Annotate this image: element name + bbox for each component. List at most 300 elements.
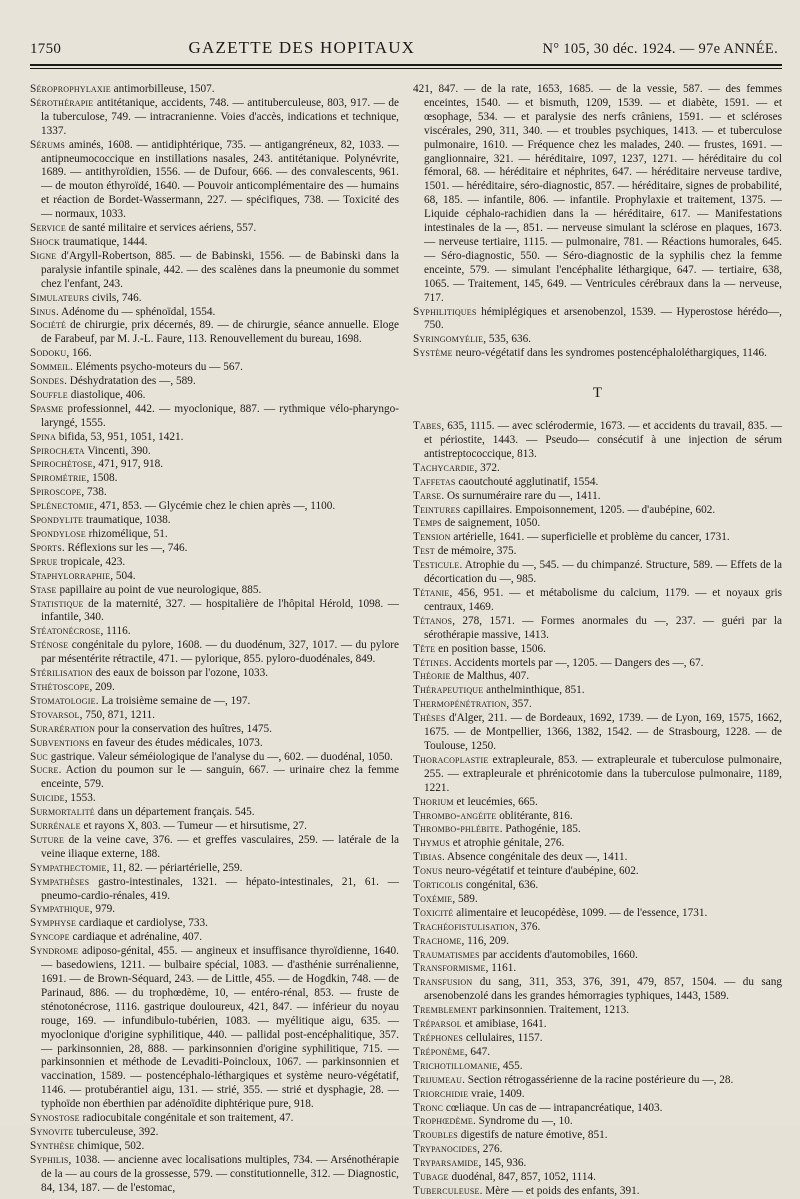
index-entry (30, 1154, 399, 1196)
entry-headword: Statistique (30, 597, 84, 610)
entry-headword: Spondylose (30, 528, 86, 540)
entry-references: , 738. (81, 486, 107, 499)
entry-headword: Spirochétose (30, 458, 93, 471)
entry-references: traumatique, 1038. (83, 514, 171, 527)
entry-references: traumatique, 1444. (59, 235, 148, 248)
entry-headword: Séroprophylaxie (30, 83, 111, 95)
index-entry (30, 292, 399, 306)
entry-headword: Suture (30, 833, 65, 846)
entry-references: tuberculeuse, 392. (73, 1125, 159, 1138)
entry-headword: Syncope (30, 931, 70, 944)
index-entry (413, 796, 782, 810)
entry-headword: Souffle (30, 388, 68, 401)
entry-references: congénital, 636. (463, 879, 539, 892)
entry-references: et rayons X, 803. — Tumeur — et hirsutisme, 27. (80, 820, 307, 833)
entry-headword: Thoracoplastie (413, 753, 489, 766)
index-entry (413, 698, 782, 712)
index-entry (30, 584, 399, 598)
index-entry (30, 306, 399, 320)
entry-headword: Tétines (413, 656, 449, 669)
index-entry (30, 862, 399, 876)
entry-references: , 455. (497, 1059, 523, 1072)
entry-headword: Troubles (413, 1129, 458, 1142)
entry-headword: Sports (30, 541, 62, 554)
entry-headword: Tachycardie (413, 461, 475, 474)
index-entry (413, 907, 782, 921)
entry-references: dans un département français. 545. (94, 806, 255, 819)
entry-headword: Splénectomie (30, 500, 95, 513)
entry-references: artérielle, 1641. — superficielle et problème du cancer, 1731. (450, 531, 730, 544)
entry-references: de la maternité, 327. — hospitalière de l'hôpital Hérold, 1098. — infantile, 340. (41, 597, 399, 624)
entry-references: gastrique. Valeur séméiologique de l'analyse du —, 602. — duodénal, 1050. (47, 750, 393, 763)
entry-references: , 357. (506, 698, 532, 711)
entry-references: oblitérante, 816. (496, 809, 573, 822)
entry-headword: Système (413, 347, 453, 360)
entry-references: , 647. (464, 1045, 491, 1058)
entry-references: papillaire au point de vue neurologique, 885. (56, 583, 262, 596)
index-entry (413, 462, 782, 476)
entry-headword: Spiroscope (30, 486, 82, 499)
index-entry (30, 570, 399, 584)
entry-references: . Accidents mortels par —, 1205. — Dangers des —, 67. (448, 656, 704, 669)
entry-headword: Surmortalité (30, 806, 95, 819)
entry-references: cardiaque et adrénaline, 407. (69, 931, 203, 944)
entry-headword: Spirométrie (30, 472, 87, 485)
entry-references: , 1553. (64, 792, 96, 805)
section-letter: T (592, 385, 603, 402)
entry-headword: Symphyse (30, 917, 77, 930)
index-entry (413, 921, 782, 935)
entry-references: , 589. (452, 892, 478, 905)
entry-references: de saignement, 1050. (441, 517, 541, 530)
entry-headword: Sprue (30, 555, 58, 568)
index-entry (413, 1074, 782, 1088)
index-entry (30, 361, 399, 375)
entry-headword: Tronc (413, 1101, 444, 1114)
entry-references: . Eléments psycho-moteurs du — 567. (70, 361, 243, 374)
index-entry (413, 1060, 782, 1074)
entry-references: , 635, 1115. — avec sclérodermie, 1673. — et accidents du travail, 835. — et périostite, 1443. — Pseudo— consécutif à une injection de sérum antistreptococcique, 813. (424, 420, 782, 460)
entry-references: , 1116. (100, 625, 131, 638)
index-entry (413, 1143, 782, 1157)
index-entry (413, 670, 782, 684)
entry-references: rhizomélique, 51. (85, 528, 168, 540)
header-rule-thin (30, 68, 782, 69)
entry-headword: Toxémie (413, 892, 453, 905)
entry-references: , 166. (66, 347, 92, 360)
entry-headword: Synovite (30, 1125, 74, 1138)
index-entry (30, 709, 399, 723)
entry-headword: Sommeil (30, 361, 71, 374)
entry-headword: Spirochæta (30, 444, 85, 457)
entry-headword: Stomatologie (30, 694, 96, 707)
entry-references: . Absence congénitale des deux —, 1411. (441, 851, 628, 864)
entry-headword: Spina (30, 430, 56, 443)
index-entry (413, 949, 782, 963)
index-entry (413, 1088, 782, 1102)
entry-headword: Tréparsol (413, 1018, 462, 1031)
entry-headword: Tension (413, 531, 451, 544)
index-entry (30, 500, 399, 514)
index-entry (413, 851, 782, 865)
entry-headword: Surarération (30, 722, 96, 735)
entry-references: tropicale, 423. (57, 555, 126, 568)
index-entry (413, 810, 782, 824)
entry-references: digestifs de nature émotive, 851. (457, 1129, 608, 1142)
index-entry (413, 893, 782, 907)
entry-headword: Sondes (30, 375, 65, 388)
index-entry (413, 1018, 782, 1032)
index-entry (413, 490, 782, 504)
index-entry (30, 820, 399, 834)
index-entry (30, 403, 399, 431)
index-entry (30, 514, 399, 528)
entry-references: de chirurgie, prix décernés, 89. — de chirurgie, séance annuelle. Eloge de Farabeuf, par M. J.-L. Faure, 113. Renouvellement du bureau, 1698. (41, 319, 399, 346)
index-entry (30, 806, 399, 820)
header-rule (30, 64, 782, 66)
entry-references: et amibiase, 1641. (461, 1018, 547, 1031)
entry-headword: Stovarsol (30, 708, 80, 721)
index-entry (30, 876, 399, 904)
index-entry (30, 472, 399, 486)
index-entry (413, 935, 782, 949)
entry-references: . Pathogénie, 185. (499, 823, 581, 836)
entry-references: , 376. (515, 920, 541, 933)
entry-references: . Action du poumon sur le — sanguin, 667. — urinaire chez la femme enceinte, 579. (41, 764, 399, 791)
index-entry (413, 823, 782, 837)
entry-references: . Adénome du — sphénoïdal, 1554. (55, 305, 216, 318)
entry-headword: Tonus (413, 865, 443, 878)
entry-references: Vincenti, 390. (84, 444, 151, 457)
entry-headword: Temps (413, 517, 442, 530)
journal-title: GAZETTE DES HOPITAUX (188, 38, 416, 57)
entry-references: en position basse, 1506. (435, 642, 546, 655)
entry-references: aminés, 1608. — antidiphtérique, 735. — antigangréneux, 82, 1033. — antipneumococcique en instillations nasales, 243. antitétanique. Polynévrite, 1689. — antithyroïdien, 1556. — de Dufour, 666. — des convalescents, 961. — de mouton éthyroïdé, 1640. — Pouvoir anticomplémentaire des — humains et réaction de Bordet-Wassermann, 227. — spécifiques, 738. — Toxicité des — normaux, 1033. (41, 138, 399, 221)
entry-headword: Thymus (413, 837, 450, 850)
entry-headword: Sympathique (30, 903, 90, 916)
entry-references: 421, 847. — de la rate, 1653, 1685. — de la vessie, 587. — des femmes enceintes, 1540. — et bismuth, 1209, 1539. — et diabète, 1591. — et œsophage, 534. — et paralysie des nerfs crâniens, 1591. — et scléroses viscérales, 290, 311, 340. — et troubles psychiques, 1413. — et tuberculose pulmonaire, 1610. — Fréquence chez les malades, 240. — frustes, 1691. — ganglionnaire, 321. — héréditaire, 1097, 1237, 1271. — héréditaire du col fémoral, 68. — héréditaire et néphrites, 647. — héréditaire nerveuse tardive, 1501. — héréditaire, séro-diagnostic, 857. — héréditaire, signes de probabilité, 68, 185. — infantile, 806. — infantile. Prophylaxie et traitement, 1375. — Liquide céphalo-rachidien dans la — héréditaire, 617. — Manifestations intestinales de la —, 851. — nerveuse simulant la sclérose en plaques, 1673. — nerveuse tertiaire, 1115. — pulmonaire, 781. — Réactions humorales, 645. — Séro-diagnostic, 550. — Séro-diagnostic de la syphilis chez la femme enceinte, 579. — simulant l'encéphalite léthargique, 647. — tertiaire, 638, 1065. — Traitement, 145, 649. — Ventricules cérébraux dans la — nerveuse, 717. (413, 83, 782, 304)
entry-references: extrapleurale, 853. — extrapleurale et tuberculose pulmonaire, 255. — extrapleurale et phrénicotomie dans la tuberculose pulmonaire, 1189, 1221. (424, 753, 782, 794)
index-entry (30, 931, 399, 945)
index-entry (30, 945, 399, 1112)
index-entry (30, 903, 399, 917)
entry-references: parkinsonnien. Traitement, 1213. (477, 1004, 630, 1017)
entry-headword: Testicule (413, 559, 460, 572)
entry-headword: Spasme (30, 402, 64, 415)
entry-references: . Mère — et poids des enfants, 391. (479, 1184, 640, 1197)
entry-headword: Service (30, 222, 66, 235)
index-entry (413, 837, 782, 851)
index-entry (30, 445, 399, 459)
entry-references: . Section rétrogassérienne de la racine postérieure du —, 28. (462, 1073, 734, 1086)
entry-references: , 979. (89, 903, 116, 916)
entry-headword: Sérothérapie (30, 96, 94, 109)
entry-references: . Atrophie du —, 545. — du chimpanzé. Structure, 589. — Effets de la décortication du —, 985. (424, 559, 782, 586)
page-number: 1750 (30, 41, 62, 57)
index-entry (30, 1112, 399, 1126)
entry-references: bifida, 53, 951, 1051, 1421. (55, 430, 184, 443)
entry-references: , 535, 636. (483, 333, 531, 346)
index-entry (30, 458, 399, 472)
entry-references: , 471, 853. — Glycémie chez le chien après —, 1100. (94, 500, 336, 513)
entry-headword: Tréponème (413, 1045, 465, 1058)
entry-headword: Syphilis (30, 1153, 69, 1166)
entry-headword: Tuberculeuse (413, 1184, 480, 1197)
right-column (413, 83, 782, 1199)
entry-references: par accidents d'automobiles, 1660. (479, 948, 638, 961)
index-entry (413, 879, 782, 893)
index-entry (30, 431, 399, 445)
entry-references: alimentaire et leucopédèse, 1099. — de l'essence, 1731. (453, 906, 708, 919)
issue-info: N° 105, 30 déc. 1924. — 97e ANNÉE. (542, 41, 778, 57)
index-entry (413, 476, 782, 490)
index-entry (413, 1004, 782, 1018)
entry-references: cœliaque. Un cas de — intrapancréatique, 1403. (443, 1101, 663, 1114)
entry-references: , 504. (110, 569, 136, 582)
index-entry (30, 639, 399, 667)
entry-headword: Théorie (413, 670, 451, 683)
entry-headword: Syndrome (30, 945, 79, 958)
index-entry (413, 865, 782, 879)
index-entry (413, 1157, 782, 1171)
index-entry (30, 375, 399, 389)
entry-headword: Trijumeau (413, 1073, 463, 1086)
index-entry (30, 222, 399, 236)
index-entry (413, 306, 782, 334)
index-entry (30, 1140, 399, 1154)
entry-references: , 456, 951. — et métabolisme du calcium, 1179. — et noyaux gris centraux, 1469. (424, 587, 782, 613)
index-entry (30, 764, 399, 792)
index-entry (30, 1126, 399, 1140)
entry-references: capillaires. Empoisonnement, 1205. — d'aubépine, 602. (460, 503, 716, 516)
entry-headword: Tubage (413, 1171, 449, 1184)
entry-references: anthelminthique, 851. (483, 684, 585, 697)
entry-references: , 750, 871, 1211. (79, 708, 156, 721)
entry-references: de la veine cave, 376. — et greffes vasculaires, 259. — latérale de la veine iliaque externe, 188. (41, 833, 399, 860)
entry-references: . La troisième semaine de —, 197. (95, 694, 251, 707)
entry-references: radiocubitale congénitale et son traitement, 47. (79, 1112, 294, 1125)
index-entry (413, 962, 782, 976)
index-entry (30, 695, 399, 709)
entry-headword: Thérapeutique (413, 684, 484, 697)
index-entry (30, 389, 399, 403)
entry-headword: Shock (30, 235, 60, 248)
index-entry (413, 587, 782, 615)
index-entry (413, 1185, 782, 1199)
entry-references: , 1038. — ancienne avec localisations multiples, 734. — Arsénothérapie de la — au cours de la grossesse, 579. — constitutionnelle, 312. — Diagnostic, 84, 134, 187. — de l'estomac, (41, 1153, 399, 1194)
entry-headword: Thèses (413, 712, 446, 725)
entry-references: duodénal, 847, 857, 1052, 1114. (448, 1171, 596, 1184)
index-entry (413, 976, 782, 1004)
entry-references: , 11, 82. — périartérielle, 259. (106, 861, 243, 874)
entry-references: , 1508. (86, 472, 118, 485)
entry-references: vraie, 1409. (468, 1087, 525, 1100)
entry-headword: Tréphones (413, 1032, 464, 1044)
entry-headword: Sérums (30, 138, 66, 151)
entry-references: . Réflexions sur les —, 746. (61, 541, 188, 554)
entry-headword: Syringomyélie (413, 333, 484, 346)
entry-headword: Trichotillomanie (413, 1059, 498, 1072)
entry-references: en faveur des études médicales, 1073. (89, 736, 263, 749)
index-entry (413, 1115, 782, 1129)
entry-references: congénitale du pylore, 1608. — du duodénum, 327, 1017. — du pylore par mésentérite rétractile, 471. — pylorique, 855. pyloro-duodénales, 849. (41, 639, 399, 666)
index-entry (30, 667, 399, 681)
entry-headword: Spondylite (30, 514, 84, 527)
entry-references: de mémoire, 375. (434, 545, 517, 558)
entry-headword: Test (413, 545, 435, 558)
entry-references: adiposo-génital, 455. — angineux et insuffisance thyroïdienne, 1640. — basedowiens, 1211. — bulbaire spécial, 1083. — d'asthénie surrénalienne, 1691. — de Brown-Séquard, 243. — de Little, 455. — de Hogdkin, 748. — de Parinaud, 886. — du trophœdème, 10, — entéro-rénal, 853. — fruste de sténotonécrose, 1116. gastrique douloureux, 421, 847. — inférieur du noyau rouge, 169. — infundibulo-tubérien, 1083. — myélitique aigu, 635. — myoclonique d'origine syphilitique, 440. — pallidal post-encéphalitique, 357. — parkinsonnien, 28, 888. — parkinsonnien d'origine syphilitique, 715. — parkinsonnien et méthode de Levaditi-Poincloux, 1067. — parkinsonnien et vaccination, 1589. — postencéphalo-léthargiques et système neuro-végétatif, 1146. — protubérantiel aigu, 131. — strié, 355. — strié et dysphagie, 28. — typhoïde non éberthien par adénoïdite diphtérique pure, 918. (41, 945, 399, 1111)
entry-headword: Société (30, 319, 67, 332)
entry-references: , 276. (477, 1143, 503, 1156)
entry-headword: Sinus (30, 305, 56, 318)
entry-headword: Traumatismes (413, 948, 480, 961)
entry-headword: Syphilitiques (413, 305, 477, 318)
entry-references: . Os surnuméraire rare du —, 1411. (441, 489, 601, 502)
index-entry (30, 917, 399, 931)
entry-headword: Tabes (413, 420, 442, 433)
left-column (30, 83, 399, 1199)
entry-headword: Suc (30, 750, 48, 763)
entry-headword: Sthétoscope (30, 680, 90, 693)
entry-headword: Sympathèses (30, 875, 90, 888)
right-column-s-entries (413, 83, 782, 361)
entry-headword: Thorium (413, 795, 454, 808)
entry-headword: Thermopénétration (413, 698, 507, 711)
index-entry (30, 319, 399, 347)
entry-references: diastolique, 406. (67, 388, 146, 401)
entry-references: d'Alger, 211. — de Bordeaux, 1692, 1739. — de Lyon, 169, 1575, 1662, 1675. — de Montpellier, 1366, 1382, 1542. — de Strasbourg, 1228. — de Toulouse, 1250. (424, 712, 782, 752)
entry-references: et atrophie génitale, 276. (449, 837, 565, 850)
entry-headword: Sucre (30, 764, 59, 777)
index-entry (413, 517, 782, 531)
entry-headword: Stase (30, 583, 57, 596)
entry-references: antimorbilleuse, 1507. (110, 83, 215, 95)
index-entry (30, 625, 399, 639)
entry-headword: Transfusion (413, 976, 473, 989)
entry-references: caoutchouté agglutinatif, 1554. (455, 475, 599, 488)
entry-headword: Tétanos (413, 614, 453, 627)
entry-references: d'Argyll-Robertson, 885. — de Babinski, 1556. — de Babinski dans la paralysie infantile spinale, 442. — des scalènes dans la pneumonie du sommet chez l'enfant, 243. (41, 249, 399, 290)
entry-references: . Déshydratation des —, 589. (64, 375, 196, 388)
entry-references: , 145, 936. (478, 1157, 527, 1170)
index-entry (413, 504, 782, 518)
entry-headword: Tétanie (413, 587, 450, 599)
entry-references: de Malthus, 407. (450, 670, 530, 683)
entry-headword: Tarse (413, 489, 442, 502)
index-entry (413, 1171, 782, 1185)
entry-references: neuro-végétatif et teinture d'aubépine, 602. (442, 865, 639, 878)
entry-headword: Triorchidie (413, 1087, 469, 1100)
entry-references: antitétanique, accidents, 748. — antituberculeuse, 803, 917. — de la tuberculose, 749. — intracranienne. Voies d'accès, indications et technique, 1337. (41, 96, 399, 137)
entry-references: , 278, 1571. — Formes anormales du —, 237. — guéri par la sérothérapie massive, 1413. (424, 614, 782, 641)
index-entry (413, 1032, 782, 1046)
index-columns (30, 83, 782, 1199)
entry-headword: Thrombo-phlébite (413, 823, 500, 836)
entry-references: hémiplégiques et arsenobenzol, 1539. — Hyperostose hérédo—, 750. (424, 305, 782, 332)
index-entry (30, 834, 399, 862)
entry-references: neuro-végétatif dans les syndromes postencéphaloléthargiques, 1146. (452, 347, 767, 360)
index-entry (30, 83, 399, 97)
entry-references: du sang, 311, 353, 376, 391, 479, 857, 1504. — du sang arsenobenzolé dans les grandes hémorragies typhiques, 1443, 1589. (424, 976, 782, 1003)
index-entry (30, 236, 399, 250)
running-head (30, 38, 782, 58)
entry-headword: Synostose (30, 1112, 80, 1125)
entry-references: civils, 746. (89, 291, 142, 304)
entry-references: , 471, 917, 918. (92, 458, 164, 471)
index-entry (413, 643, 782, 657)
index-entry (30, 250, 399, 292)
index-entry (30, 486, 399, 500)
index-entry (413, 1046, 782, 1060)
index-entry (30, 542, 399, 556)
entry-references: cardiaque et cardiolyse, 733. (76, 917, 208, 930)
index-entry (413, 712, 782, 754)
entry-headword: Tête (413, 642, 436, 655)
index-entry (30, 97, 399, 139)
entry-references: chimique, 502. (74, 1139, 145, 1152)
entry-headword: Trachome (413, 934, 462, 947)
entry-headword: Staphylorraphie (30, 569, 111, 582)
entry-headword: Trophœdème (413, 1115, 473, 1128)
entry-references: , 1161. (485, 962, 517, 975)
entry-headword: Trypanocides (413, 1143, 478, 1156)
index-entry (413, 531, 782, 545)
entry-headword: Tremblement (413, 1004, 478, 1017)
entry-headword: Stérilisation (30, 667, 93, 680)
entry-headword: Taffetas (413, 475, 456, 488)
entry-references: cellulaires, 1157. (463, 1032, 543, 1044)
entry-headword: Sténose (30, 639, 69, 652)
index-entry (30, 681, 399, 695)
index-entry (30, 528, 399, 542)
index-entry (413, 347, 782, 361)
entry-headword: Surrénale (30, 820, 81, 833)
entry-headword: Teintures (413, 503, 461, 516)
index-entry (30, 723, 399, 737)
right-column-t-entries (413, 420, 782, 1199)
entry-references: , 116, 209. (461, 934, 509, 947)
index-entry (413, 684, 782, 698)
index-entry (413, 1102, 782, 1116)
entry-headword: Toxicité (413, 906, 454, 919)
entry-headword: Sympathectomie (30, 861, 107, 874)
entry-headword: Sodoku (30, 347, 67, 360)
index-entry (30, 139, 399, 222)
entry-headword: Torticolis (413, 879, 464, 892)
entry-references: professionnel, 442. — myoclonique, 887. — rythmique vélo-pharyngo-laryngé, 1555. (41, 402, 399, 429)
entry-references: pour la conservation des huîtres, 1475. (95, 722, 272, 735)
index-entry (413, 333, 782, 347)
index-entry (413, 559, 782, 587)
index-entry (413, 1129, 782, 1143)
index-entry (413, 83, 782, 306)
index-entry (413, 615, 782, 643)
entry-references: gastro-intestinales, 1321. — hépato-intestinales, 21, 61. — pneumo-cardio-rénales, 419. (41, 875, 399, 902)
entry-references: , 209. (89, 680, 115, 693)
entry-headword: Tryparsamide (413, 1157, 479, 1170)
index-entry (30, 792, 399, 806)
entry-headword: Tibias (413, 851, 442, 864)
index-entry (413, 657, 782, 671)
index-entry (413, 420, 782, 462)
entry-references: . Syndrome du —, 10. (473, 1115, 573, 1128)
entry-headword: Simulateurs (30, 291, 90, 304)
entry-headword: Transformisme (413, 962, 486, 975)
entry-headword: Subventions (30, 736, 90, 749)
entry-headword: Suicide (30, 792, 65, 805)
entry-headword: Signe (30, 249, 57, 262)
index-entry (30, 751, 399, 765)
